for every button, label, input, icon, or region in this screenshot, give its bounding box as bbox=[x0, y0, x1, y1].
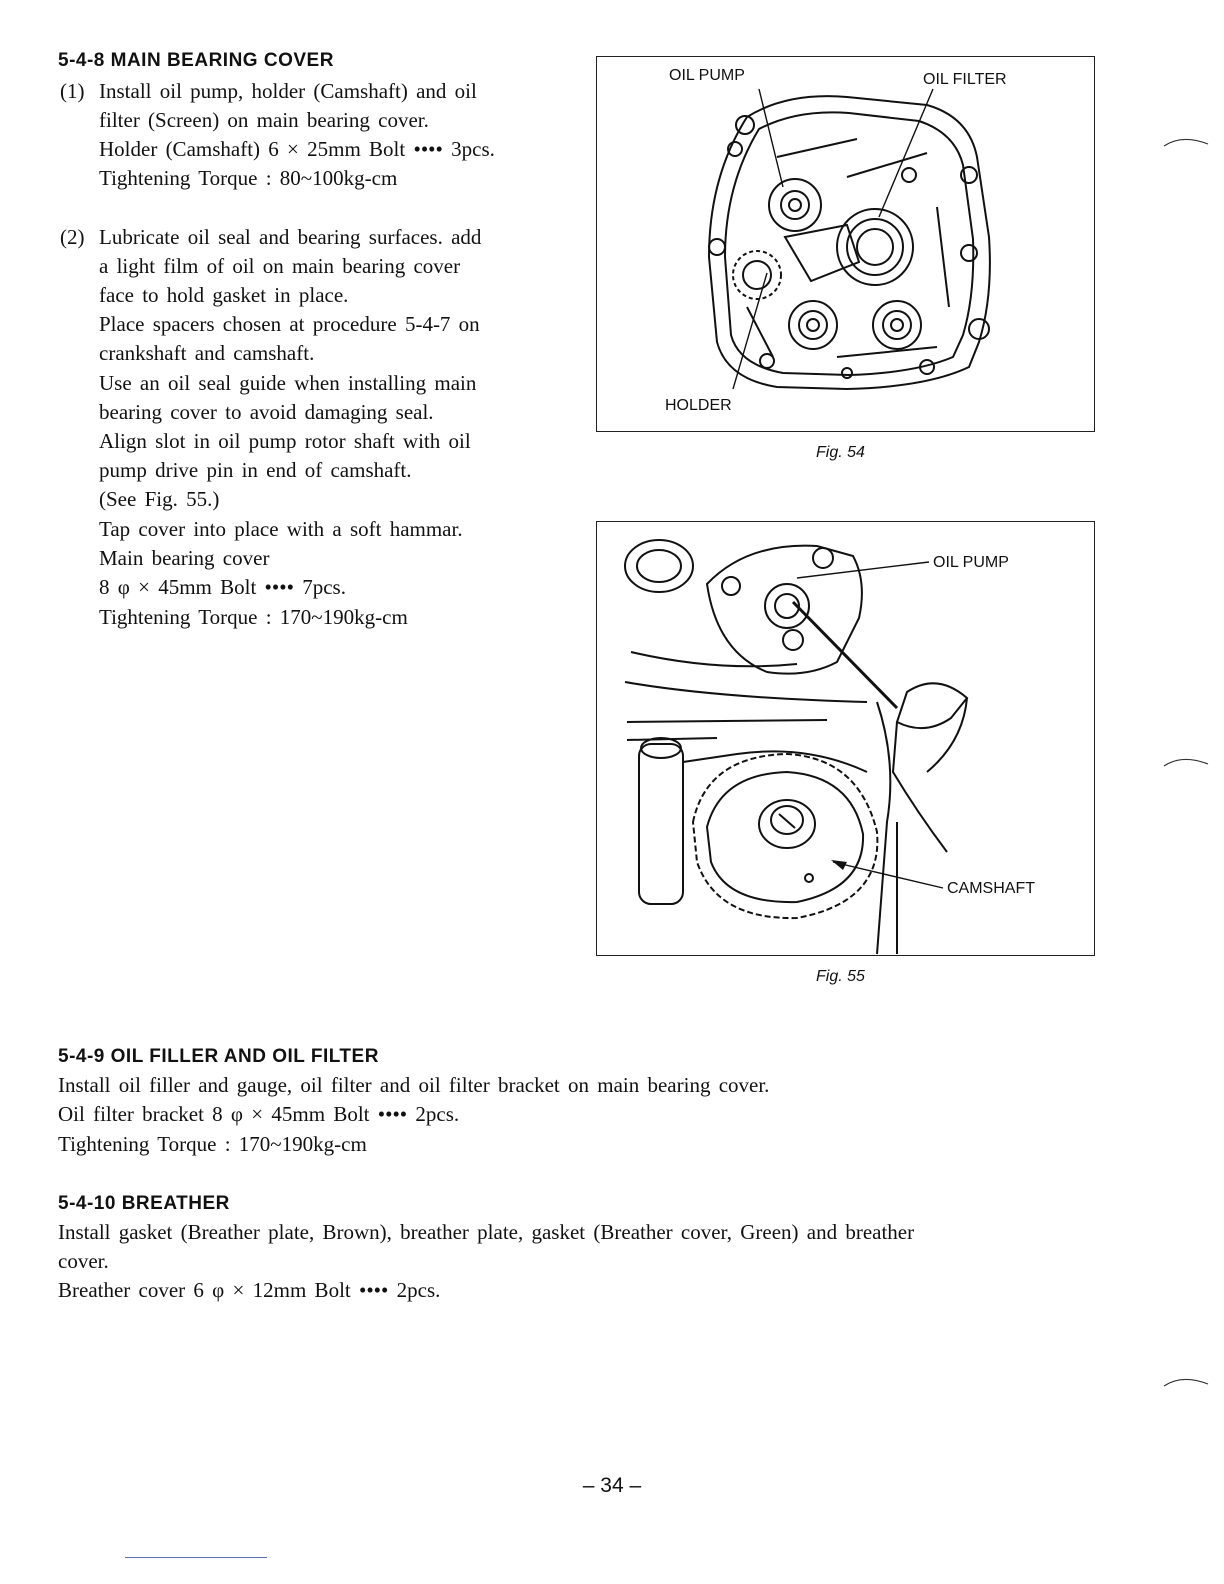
scan-mark-icon bbox=[1162, 1372, 1212, 1392]
item-2-line: face to hold gasket in place. bbox=[99, 283, 349, 307]
scan-mark-icon bbox=[1162, 752, 1212, 772]
item-2-line: crankshaft and camshaft. bbox=[99, 341, 315, 365]
figure-55 bbox=[596, 521, 1095, 956]
section-5410-line: Breather cover 6 φ × 12mm Bolt •••• 2pcs. bbox=[58, 1278, 441, 1302]
item-2-line: pump drive pin in end of camshaft. bbox=[99, 458, 412, 482]
label-camshaft: CAMSHAFT bbox=[947, 880, 1035, 897]
item-2-line: (See Fig. 55.) bbox=[99, 487, 220, 511]
item-2-line: 8 φ × 45mm Bolt •••• 7pcs. bbox=[99, 575, 346, 599]
figure-54 bbox=[596, 56, 1095, 432]
item-2-line: a light film of oil on main bearing cover bbox=[99, 254, 461, 278]
item-1-line: Holder (Camshaft) 6 × 25mm Bolt •••• 3pcs. bbox=[99, 137, 495, 161]
item-2-line: Lubricate oil seal and bearing surfaces. add bbox=[99, 225, 482, 249]
section-549-line: Tightening Torque : 170~190kg-cm bbox=[58, 1132, 367, 1156]
page-number: – 34 – bbox=[582, 1474, 642, 1497]
item-2-line: Use an oil seal guide when installing main bbox=[99, 371, 477, 395]
item-2-number: (2) bbox=[60, 225, 85, 249]
item-2-line: bearing cover to avoid damaging seal. bbox=[99, 400, 434, 424]
section-549-line: Install oil filler and gauge, oil filter and oil filter bracket on main bearing cover. bbox=[58, 1073, 770, 1097]
label-oil-filter: OIL FILTER bbox=[923, 71, 1007, 88]
item-2-line: Align slot in oil pump rotor shaft with oil bbox=[99, 429, 471, 453]
item-1-line: Install oil pump, holder (Camshaft) and oil bbox=[99, 79, 477, 103]
label-oil-pump: OIL PUMP bbox=[669, 67, 745, 84]
item-2-line: Main bearing cover bbox=[99, 546, 270, 570]
section-548-heading: 5-4-8 MAIN BEARING COVER bbox=[58, 50, 334, 71]
section-5410-heading: 5-4-10 BREATHER bbox=[58, 1193, 230, 1214]
figure-54-caption: Fig. 54 bbox=[816, 444, 865, 461]
section-5410-line: cover. bbox=[58, 1249, 109, 1273]
section-5410-line: Install gasket (Breather plate, Brown), breather plate, gasket (Breather cover, Green) and breather bbox=[58, 1220, 915, 1244]
main-bearing-cover-drawing bbox=[597, 57, 1094, 431]
item-1-line: filter (Screen) on main bearing cover. bbox=[99, 108, 429, 132]
label-oil-pump-fig55: OIL PUMP bbox=[933, 554, 1009, 571]
item-1-line: Tightening Torque : 80~100kg-cm bbox=[99, 166, 398, 190]
section-549-line: Oil filter bracket 8 φ × 45mm Bolt •••• 2pcs. bbox=[58, 1102, 460, 1126]
item-1-number: (1) bbox=[60, 79, 85, 103]
item-2-line: Tap cover into place with a soft hammar. bbox=[99, 517, 463, 541]
footer-rule bbox=[125, 1557, 267, 1558]
item-2-line: Place spacers chosen at procedure 5-4-7 on bbox=[99, 312, 480, 336]
figure-55-caption: Fig. 55 bbox=[816, 968, 865, 985]
section-549-heading: 5-4-9 OIL FILLER AND OIL FILTER bbox=[58, 1046, 379, 1067]
label-holder: HOLDER bbox=[665, 397, 732, 414]
item-2-line: Tightening Torque : 170~190kg-cm bbox=[99, 605, 408, 629]
scan-mark-icon bbox=[1162, 132, 1212, 152]
